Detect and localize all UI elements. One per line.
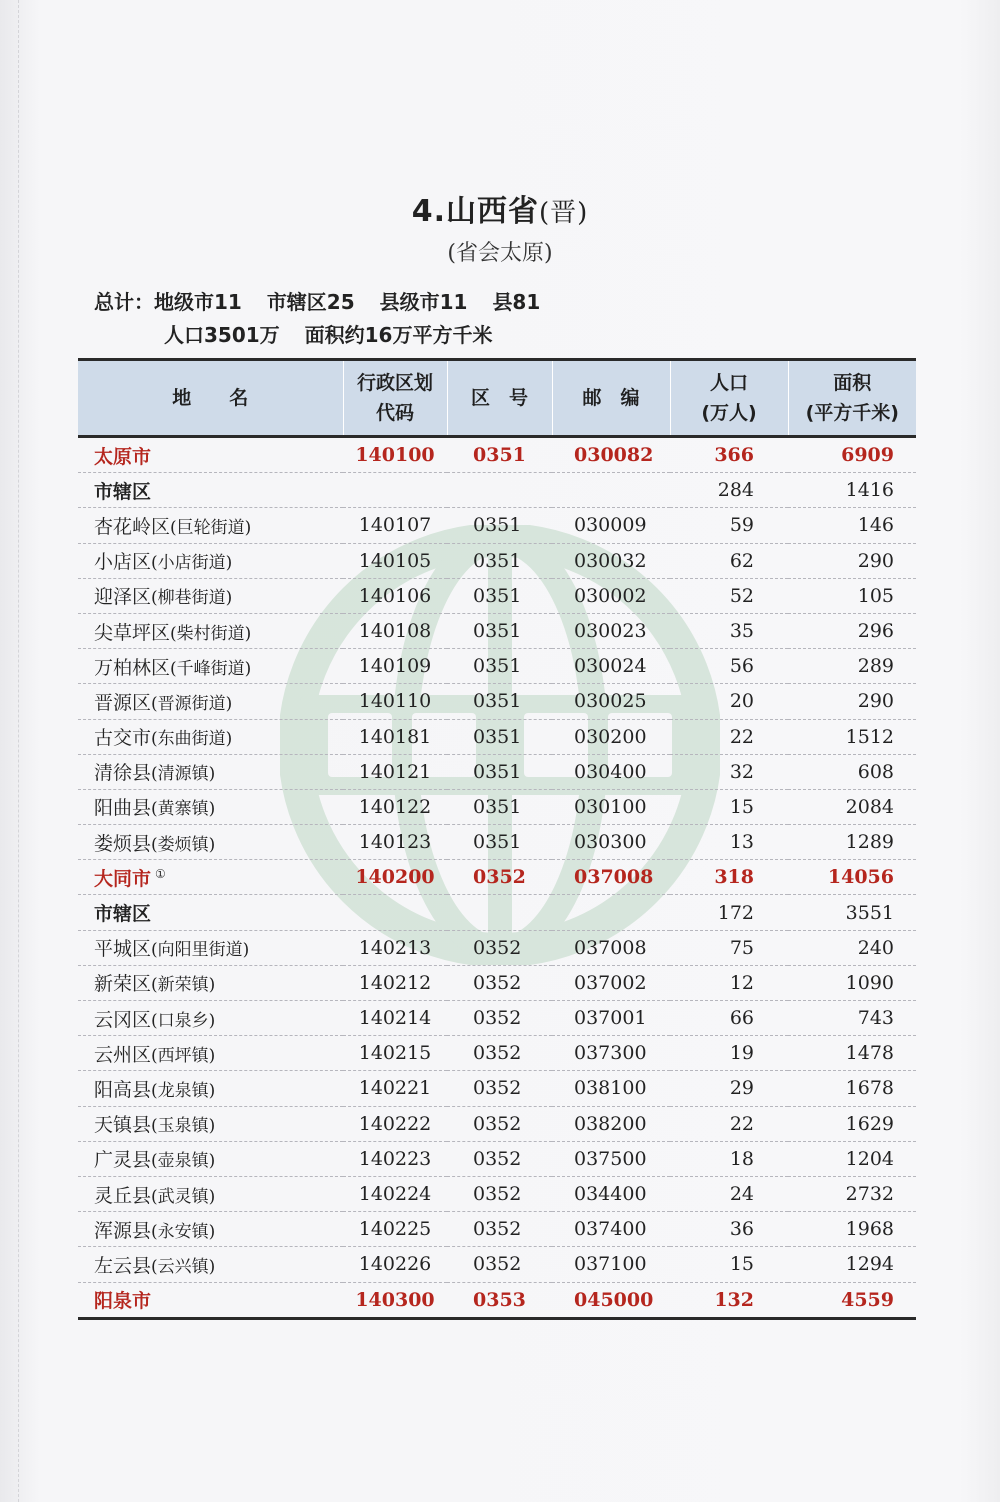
cell-name (78, 684, 343, 719)
header-name: 地 名 (78, 360, 343, 437)
table-row (78, 1282, 916, 1318)
cell-pop: 132 (670, 1282, 788, 1318)
place-name: 万柏林区 (94, 656, 171, 679)
cell-area: 743 (788, 1001, 916, 1036)
cell-name (78, 1071, 343, 1106)
cell-post: 030100 (552, 789, 670, 824)
cell-name (78, 860, 343, 895)
seat-name: (云兴镇) (151, 1256, 216, 1277)
cell-name (78, 789, 343, 824)
cell-pop: 22 (670, 719, 788, 754)
cell-code: 140214 (343, 1001, 447, 1036)
cell-post: 045000 (552, 1282, 670, 1318)
cell-name (78, 1212, 343, 1247)
cell-zone: 0351 (447, 543, 552, 578)
cell-code: 140225 (343, 1212, 447, 1247)
cell-post: 034400 (552, 1176, 670, 1211)
cell-area: 1478 (788, 1036, 916, 1071)
place-name: 云州区 (94, 1043, 152, 1066)
seat-name: (口泉乡) (151, 1010, 216, 1031)
place-name: 晋源区 (94, 691, 152, 714)
table-row (78, 1001, 916, 1036)
cell-pop: 18 (670, 1141, 788, 1176)
cell-post: 037008 (552, 930, 670, 965)
cell-code: 140100 (343, 437, 447, 473)
cell-name (78, 508, 343, 543)
cell-post: 038100 (552, 1071, 670, 1106)
cell-code: 140108 (343, 613, 447, 648)
cell-pop: 318 (670, 860, 788, 895)
place-name: 阳泉市 (94, 1290, 152, 1313)
seat-name: (武灵镇) (151, 1186, 216, 1207)
cell-code (343, 895, 447, 930)
cell-zone: 0352 (447, 965, 552, 1000)
table-row (78, 437, 916, 473)
seat-name: (新荣镇) (151, 975, 216, 996)
cell-pop: 66 (670, 1001, 788, 1036)
cell-area: 608 (788, 754, 916, 789)
seat-name: (巨轮街道) (170, 517, 252, 538)
cell-area: 1416 (788, 473, 916, 508)
cell-code: 140226 (343, 1247, 447, 1282)
cell-post: 037300 (552, 1036, 670, 1071)
place-name: 杏花岭区 (94, 515, 171, 538)
cell-name (78, 1106, 343, 1141)
cell-code: 140223 (343, 1141, 447, 1176)
cell-zone (447, 473, 552, 508)
cell-code: 140181 (343, 719, 447, 754)
cell-code: 140109 (343, 649, 447, 684)
cell-area: 1629 (788, 1106, 916, 1141)
cell-pop: 32 (670, 754, 788, 789)
cell-post: 030032 (552, 543, 670, 578)
place-name: 云冈区 (94, 1008, 152, 1031)
table-row (78, 719, 916, 754)
table-header-row (78, 360, 916, 437)
cell-area: 4559 (788, 1282, 916, 1318)
cell-post: 030025 (552, 684, 670, 719)
page-subtitle: (省会太原) (447, 241, 553, 266)
cell-zone: 0351 (447, 789, 552, 824)
admin-division-table (78, 358, 916, 1320)
cell-zone: 0351 (447, 684, 552, 719)
cell-post: 037400 (552, 1212, 670, 1247)
seat-name: (玉泉镇) (151, 1116, 216, 1137)
cell-code: 140107 (343, 508, 447, 543)
cell-name (78, 1176, 343, 1211)
table-row (78, 613, 916, 648)
place-name: 浑源县 (94, 1219, 152, 1242)
place-name: 古交市 (94, 727, 152, 750)
cell-pop: 24 (670, 1176, 788, 1211)
header-pop-line1: 人口 (709, 372, 748, 394)
table-row (78, 473, 916, 508)
cell-pop: 12 (670, 965, 788, 1000)
header-pop-line2: (万人) (701, 402, 757, 424)
cell-zone: 0352 (447, 860, 552, 895)
cell-name (78, 649, 343, 684)
header-area-line2: (平方千米) (805, 402, 899, 424)
table-row (78, 1106, 916, 1141)
cell-code (343, 473, 447, 508)
cell-post (552, 895, 670, 930)
place-name: 市辖区 (94, 903, 152, 926)
cell-post: 038200 (552, 1106, 670, 1141)
summary-item: 市辖区25 (266, 290, 355, 314)
table-row (78, 754, 916, 789)
title-province: 山西省 (445, 194, 539, 229)
seat-name: (晋源街道) (151, 693, 233, 714)
cell-area: 3551 (788, 895, 916, 930)
cell-name (78, 1247, 343, 1282)
header-area-line1: 面积 (833, 372, 872, 394)
cell-zone: 0352 (447, 1247, 552, 1282)
seat-name: (柴村街道) (170, 623, 252, 644)
cell-pop: 62 (670, 543, 788, 578)
seat-name: (西坪镇) (151, 1045, 216, 1066)
cell-area: 2084 (788, 789, 916, 824)
place-name: 太原市 (94, 445, 152, 468)
cell-code: 140200 (343, 860, 447, 895)
cell-zone: 0352 (447, 1036, 552, 1071)
header-post: 邮 编 (552, 360, 670, 437)
title-number: 4. (411, 194, 446, 229)
cell-pop: 75 (670, 930, 788, 965)
cell-area: 6909 (788, 437, 916, 473)
place-name: 清徐县 (94, 762, 152, 785)
summary (94, 286, 558, 352)
page-title (0, 186, 1000, 230)
cell-post: 037001 (552, 1001, 670, 1036)
table-row (78, 825, 916, 860)
cell-code: 140122 (343, 789, 447, 824)
summary-line-2 (94, 319, 558, 352)
header-area (788, 360, 916, 437)
header-code-line2: 代码 (375, 402, 414, 424)
header-code (343, 360, 447, 437)
cell-code: 140300 (343, 1282, 447, 1318)
cell-area: 1289 (788, 825, 916, 860)
cell-area: 14056 (788, 860, 916, 895)
cell-name (78, 719, 343, 754)
summary-line-1 (94, 286, 558, 319)
table-row (78, 1212, 916, 1247)
cell-name (78, 543, 343, 578)
cell-name (78, 613, 343, 648)
cell-pop: 22 (670, 1106, 788, 1141)
cell-pop: 56 (670, 649, 788, 684)
seat-name: (壶泉镇) (151, 1151, 216, 1172)
cell-area: 1204 (788, 1141, 916, 1176)
table-body (78, 437, 916, 1319)
cell-zone: 0351 (447, 719, 552, 754)
cell-pop: 19 (670, 1036, 788, 1071)
cell-post: 037002 (552, 965, 670, 1000)
cell-pop: 13 (670, 825, 788, 860)
table-row (78, 789, 916, 824)
table-row (78, 895, 916, 930)
cell-name (78, 930, 343, 965)
cell-name (78, 895, 343, 930)
cell-pop: 15 (670, 789, 788, 824)
cell-code: 140224 (343, 1176, 447, 1211)
place-name: 平城区 (94, 938, 152, 961)
cell-zone: 0352 (447, 1071, 552, 1106)
cell-area: 296 (788, 613, 916, 648)
cell-pop: 366 (670, 437, 788, 473)
seat-name: (向阳里街道) (151, 940, 250, 961)
cell-post: 037008 (552, 860, 670, 895)
cell-post: 030009 (552, 508, 670, 543)
cell-name (78, 965, 343, 1000)
cell-area: 146 (788, 508, 916, 543)
seat-name: (清源镇) (151, 764, 216, 785)
seat-name: (永安镇) (151, 1221, 216, 1242)
cell-post: 030023 (552, 613, 670, 648)
cell-post: 030400 (552, 754, 670, 789)
cell-name (78, 437, 343, 473)
cell-area: 289 (788, 649, 916, 684)
cell-area: 1294 (788, 1247, 916, 1282)
table-row (78, 649, 916, 684)
cell-pop: 172 (670, 895, 788, 930)
table-row (78, 930, 916, 965)
cell-name (78, 1036, 343, 1071)
summary-item: 总计：地级市11 (94, 290, 242, 314)
cell-zone: 0351 (447, 649, 552, 684)
cell-post: 030002 (552, 578, 670, 613)
cell-zone: 0352 (447, 1212, 552, 1247)
cell-zone: 0352 (447, 930, 552, 965)
cell-post: 037100 (552, 1247, 670, 1282)
cell-name (78, 473, 343, 508)
place-name: 尖草坪区 (94, 621, 171, 644)
table-row (78, 684, 916, 719)
cell-area: 1512 (788, 719, 916, 754)
cell-pop: 15 (670, 1247, 788, 1282)
cell-post: 030200 (552, 719, 670, 754)
cell-zone: 0351 (447, 613, 552, 648)
place-name: 天镇县 (94, 1114, 152, 1137)
place-name: 阳高县 (94, 1078, 152, 1101)
cell-zone: 0352 (447, 1141, 552, 1176)
table-row (78, 1247, 916, 1282)
cell-zone: 0352 (447, 1106, 552, 1141)
header-zone: 区 号 (447, 360, 552, 437)
cell-area: 2732 (788, 1176, 916, 1211)
cell-name (78, 1141, 343, 1176)
cell-zone: 0353 (447, 1282, 552, 1318)
cell-post: 030300 (552, 825, 670, 860)
cell-zone: 0351 (447, 437, 552, 473)
table-row (78, 578, 916, 613)
place-name: 灵丘县 (94, 1184, 152, 1207)
cell-code: 140110 (343, 684, 447, 719)
place-name: 迎泽区 (94, 586, 152, 609)
table-row (78, 1071, 916, 1106)
header-pop (670, 360, 788, 437)
cell-area: 290 (788, 543, 916, 578)
table-row (78, 965, 916, 1000)
cell-code: 140215 (343, 1036, 447, 1071)
seat-name: (柳巷街道) (151, 588, 233, 609)
title-abbr: (晋) (538, 198, 589, 228)
seat-name: (小店街道) (151, 553, 233, 574)
cell-area: 105 (788, 578, 916, 613)
place-name: 新荣区 (94, 973, 152, 996)
cell-post: 030082 (552, 437, 670, 473)
summary-item: 面积约16万平方千米 (304, 323, 493, 347)
table-row (78, 860, 916, 895)
place-name: 市辖区 (94, 480, 152, 503)
seat-name: (黄寨镇) (151, 799, 216, 820)
place-name: 左云县 (94, 1254, 152, 1277)
seat-name: (东曲街道) (151, 729, 233, 750)
cell-code: 140221 (343, 1071, 447, 1106)
header-code-line1: 行政区划 (356, 372, 433, 394)
place-name: 广灵县 (94, 1149, 152, 1172)
table-row (78, 508, 916, 543)
cell-post: 037500 (552, 1141, 670, 1176)
cell-area: 290 (788, 684, 916, 719)
cell-zone: 0352 (447, 1001, 552, 1036)
cell-pop: 20 (670, 684, 788, 719)
cell-pop: 59 (670, 508, 788, 543)
seat-name: (龙泉镇) (151, 1080, 216, 1101)
table-row (78, 1176, 916, 1211)
cell-pop: 36 (670, 1212, 788, 1247)
cell-pop: 52 (670, 578, 788, 613)
cell-name (78, 1282, 343, 1318)
place-name: 小店区 (94, 551, 152, 574)
cell-pop: 284 (670, 473, 788, 508)
cell-pop: 29 (670, 1071, 788, 1106)
cell-post (552, 473, 670, 508)
cell-zone: 0351 (447, 754, 552, 789)
cell-code: 140212 (343, 965, 447, 1000)
table-row (78, 1141, 916, 1176)
cell-name (78, 754, 343, 789)
seat-name: (娄烦镇) (151, 834, 216, 855)
cell-name (78, 825, 343, 860)
cell-zone: 0352 (447, 1176, 552, 1211)
cell-code: 140213 (343, 930, 447, 965)
cell-pop: 35 (670, 613, 788, 648)
cell-code: 140106 (343, 578, 447, 613)
cell-code: 140105 (343, 543, 447, 578)
seat-name: (千峰街道) (170, 658, 252, 679)
cell-area: 1678 (788, 1071, 916, 1106)
footnote-mark: ① (155, 866, 166, 881)
cell-name (78, 578, 343, 613)
table-row (78, 543, 916, 578)
summary-item: 县81 (492, 290, 541, 314)
cell-post: 030024 (552, 649, 670, 684)
cell-area: 1968 (788, 1212, 916, 1247)
cell-area: 1090 (788, 965, 916, 1000)
cell-zone: 0351 (447, 508, 552, 543)
cell-zone: 0351 (447, 825, 552, 860)
place-name: 娄烦县 (94, 832, 152, 855)
cell-zone: 0351 (447, 578, 552, 613)
cell-code: 140121 (343, 754, 447, 789)
summary-item: 县级市11 (379, 290, 468, 314)
place-name: 大同市 (94, 867, 152, 890)
summary-item: 人口3501万 (164, 323, 280, 347)
place-name: 阳曲县 (94, 797, 152, 820)
table-row (78, 1036, 916, 1071)
cell-zone (447, 895, 552, 930)
cell-code: 140123 (343, 825, 447, 860)
cell-area: 240 (788, 930, 916, 965)
cell-code: 140222 (343, 1106, 447, 1141)
cell-name (78, 1001, 343, 1036)
